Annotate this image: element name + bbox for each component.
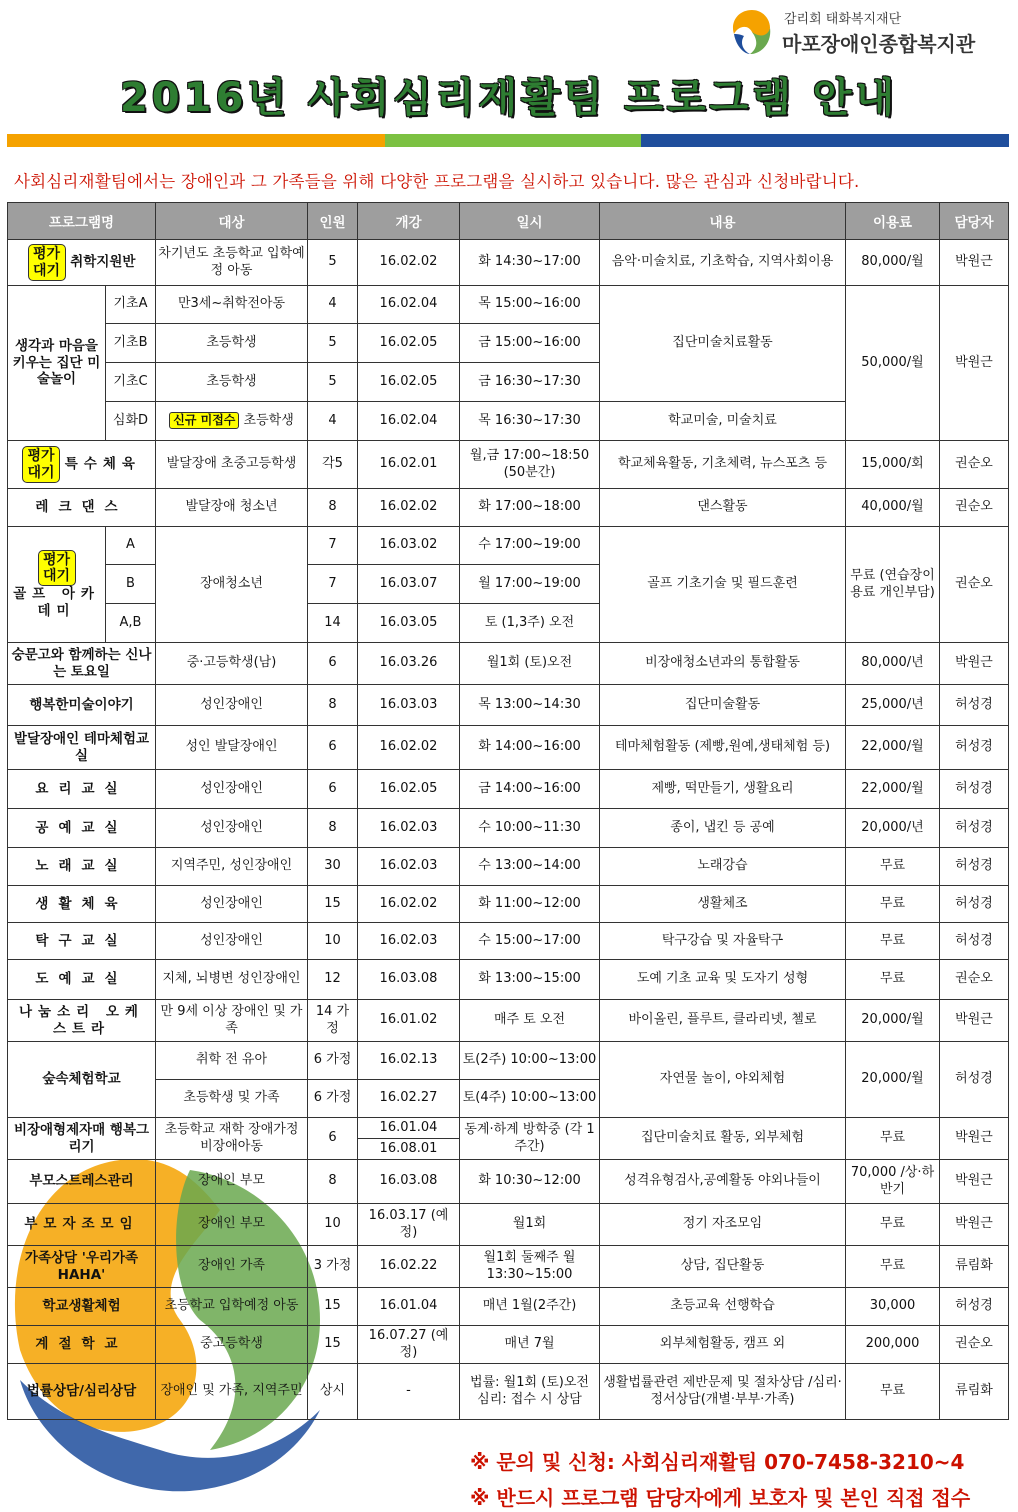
header-staff: 담당자 (940, 203, 1009, 240)
start-date: 16.03.03 (358, 685, 460, 726)
target: 성인장애인 (156, 886, 308, 923)
program-name: 발달장애인 테마체험교실 (8, 726, 156, 770)
header-start: 개강 (358, 203, 460, 240)
count: 6 가정 (308, 1042, 358, 1080)
start-date: 16.01.04 (358, 1288, 460, 1326)
target: 지체, 뇌병변 성인장애인 (156, 960, 308, 1000)
schedule: 법률: 월1회 (토)오전 심리: 접수 시 상담 (460, 1364, 600, 1420)
level: 기초C (106, 363, 156, 402)
count: 6 (308, 770, 358, 809)
level: A (106, 527, 156, 565)
target: 초등학생 및 가족 (156, 1080, 308, 1118)
fee: 15,000/회 (846, 441, 940, 489)
schedule: 월1회 둘째주 월 13:30~15:00 (460, 1246, 600, 1288)
schedule: 수 13:00~14:00 (460, 848, 600, 886)
foundation-logo-icon (728, 8, 776, 56)
fee: 25,000/년 (846, 685, 940, 726)
target: 장애인 부모 (156, 1204, 308, 1246)
target: 성인장애인 (156, 685, 308, 726)
target: 신규 미접수 초등학생 (156, 402, 308, 441)
page-title: 2016년 사회심리재활팀 프로그램 안내 (119, 75, 899, 121)
staff: 허성경 (940, 848, 1009, 886)
schedule: 매년 7월 (460, 1326, 600, 1364)
content: 비장애청소년과의 통합활동 (600, 643, 846, 685)
level: 심화D (106, 402, 156, 441)
count: 14 가정 (308, 1000, 358, 1042)
count: 8 (308, 1160, 358, 1204)
start-date: 16.03.07 (358, 565, 460, 604)
program-name: 비장애형제자매 행복그리기 (8, 1118, 156, 1160)
fee: 무료 (846, 923, 940, 960)
program-name: 나눔소리 오케스트라 (8, 1000, 156, 1042)
staff: 류림화 (940, 1246, 1009, 1288)
content: 성격유형검사,공예활동 야외나들이 (600, 1160, 846, 1204)
table-row (8, 1042, 1009, 1080)
fee: 무료 (846, 1364, 940, 1420)
start-date: 16.02.27 (358, 1080, 460, 1118)
schedule: 토 (1,3주) 오전 (460, 604, 600, 643)
schedule: 화 11:00~12:00 (460, 886, 600, 923)
program-name: 법률상담/심리상담 (8, 1364, 156, 1420)
schedule: 화 10:30~12:00 (460, 1160, 600, 1204)
logo (724, 6, 1014, 58)
schedule: 동계·하계 방학중 (각 1주간) (460, 1118, 600, 1160)
start-date: 16.08.01 (358, 1139, 460, 1160)
program-name: 평가대기 골프 아카데미 (8, 527, 106, 643)
start-date: 16.02.03 (358, 848, 460, 886)
color-bar-blue (641, 134, 1009, 147)
start-date: 16.02.02 (358, 726, 460, 770)
count: 4 (308, 286, 358, 324)
target: 성인장애인 (156, 923, 308, 960)
level: 기초A (106, 286, 156, 324)
program-name: 요리교실 (8, 770, 156, 809)
registration-note: ※ 반드시 프로그램 담당자에게 보호자 및 본인 직접 접수 (470, 1486, 971, 1510)
count: 15 (308, 1288, 358, 1326)
start-date: 16.02.05 (358, 363, 460, 402)
content: 노래강습 (600, 848, 846, 886)
fee: 무료 (846, 848, 940, 886)
table-row (8, 685, 1009, 726)
fee: 무료 (846, 886, 940, 923)
table-row (8, 1326, 1009, 1364)
fee: 무료 (846, 1118, 940, 1160)
start-date: 16.02.01 (358, 441, 460, 489)
content: 상담, 집단활동 (600, 1246, 846, 1288)
content: 자연물 놀이, 야외체험 (600, 1042, 846, 1118)
target: 장애인 부모 (156, 1160, 308, 1204)
table-row (8, 809, 1009, 848)
target: 성인장애인 (156, 809, 308, 848)
staff: 박원근 (940, 1160, 1009, 1204)
start-date: 16.03.02 (358, 527, 460, 565)
program-name: 학교생활체험 (8, 1288, 156, 1326)
content: 학교미술, 미술치료 (600, 402, 846, 441)
new-closed-badge: 신규 미접수 (169, 412, 239, 429)
staff: 허성경 (940, 770, 1009, 809)
start-date: 16.02.03 (358, 923, 460, 960)
logo-foundation-text: 감리회 태화복지재단 (784, 12, 902, 27)
schedule: 금 16:30~17:30 (460, 363, 600, 402)
target: 발달장애 청소년 (156, 489, 308, 527)
staff: 박원근 (940, 1000, 1009, 1042)
fee: 20,000/년 (846, 809, 940, 848)
table-row (8, 441, 1009, 489)
program-name: 탁구교실 (8, 923, 156, 960)
count: 6 가정 (308, 1080, 358, 1118)
count: 5 (308, 324, 358, 363)
target: 차기년도 초등학교 입학예정 아동 (156, 240, 308, 286)
staff: 허성경 (940, 685, 1009, 726)
start-date: 16.02.02 (358, 240, 460, 286)
staff: 권순오 (940, 960, 1009, 1000)
content: 탁구강습 및 자율탁구 (600, 923, 846, 960)
fee: 무료 (846, 1246, 940, 1288)
schedule: 매년 1월(2주간) (460, 1288, 600, 1326)
eval-waiting-badge: 평가대기 (38, 550, 76, 586)
contact-note: ※ 문의 및 신청: 사회심리재활팀 070-7458-3210~4 (470, 1450, 965, 1474)
table-row (8, 770, 1009, 809)
staff: 박원근 (940, 643, 1009, 685)
fee: 무료 (846, 1204, 940, 1246)
content: 음악·미술치료, 기초학습, 지역사회이용 (600, 240, 846, 286)
start-date: 16.03.08 (358, 1160, 460, 1204)
program-name: 도예교실 (8, 960, 156, 1000)
start-date: 16.01.04 (358, 1118, 460, 1139)
content: 테마체험활동 (제빵,원예,생태체험 등) (600, 726, 846, 770)
count: 각5 (308, 441, 358, 489)
schedule: 월,금 17:00~18:50 (50분간) (460, 441, 600, 489)
content: 도예 기초 교육 및 도자기 성형 (600, 960, 846, 1000)
content: 집단미술치료 활동, 외부체험 (600, 1118, 846, 1160)
table-header-row (8, 203, 1009, 240)
start-date: 16.02.02 (358, 489, 460, 527)
content: 집단미술활동 (600, 685, 846, 726)
fee: 20,000/월 (846, 1000, 940, 1042)
content: 댄스활동 (600, 489, 846, 527)
start-date: 16.02.04 (358, 402, 460, 441)
staff: 허성경 (940, 886, 1009, 923)
target: 초등학교 입학예정 아동 (156, 1288, 308, 1326)
count: 10 (308, 923, 358, 960)
count: 30 (308, 848, 358, 886)
start-date: 16.02.02 (358, 886, 460, 923)
start-date: - (358, 1364, 460, 1420)
header-fee: 이용료 (846, 203, 940, 240)
program-table (7, 202, 1009, 1420)
fee: 무료 (연습장이용료 개인부담) (846, 527, 940, 643)
program-name: 행복한미술이야기 (8, 685, 156, 726)
header-target: 대상 (156, 203, 308, 240)
program-name: 숲속체험학교 (8, 1042, 156, 1118)
start-date: 16.02.04 (358, 286, 460, 324)
table-row (8, 726, 1009, 770)
start-date: 16.02.05 (358, 770, 460, 809)
start-date: 16.02.22 (358, 1246, 460, 1288)
schedule: 월1회 (460, 1204, 600, 1246)
schedule: 목 15:00~16:00 (460, 286, 600, 324)
header-count: 인원 (308, 203, 358, 240)
schedule: 수 15:00~17:00 (460, 923, 600, 960)
level: A,B (106, 604, 156, 643)
count: 6 (308, 1118, 358, 1160)
target: 만3세~취학전아동 (156, 286, 308, 324)
target: 장애인 가족 (156, 1246, 308, 1288)
header-time: 일시 (460, 203, 600, 240)
schedule: 수 10:00~11:30 (460, 809, 600, 848)
color-bar-green (385, 134, 641, 147)
target: 초등학생 (156, 363, 308, 402)
content: 집단미술치료활동 (600, 286, 846, 402)
staff: 허성경 (940, 1288, 1009, 1326)
table-row (8, 886, 1009, 923)
start-date: 16.02.03 (358, 809, 460, 848)
schedule: 목 16:30~17:30 (460, 402, 600, 441)
target: 성인장애인 (156, 770, 308, 809)
table-row (8, 1000, 1009, 1042)
table-row (8, 923, 1009, 960)
count: 5 (308, 240, 358, 286)
target: 중·고등학생(남) (156, 643, 308, 685)
count: 8 (308, 489, 358, 527)
target: 만 9세 이상 장애인 및 가족 (156, 1000, 308, 1042)
table-row (8, 240, 1009, 286)
staff: 권순오 (940, 441, 1009, 489)
start-date: 16.03.08 (358, 960, 460, 1000)
start-date: 16.01.02 (358, 1000, 460, 1042)
fee: 22,000/월 (846, 770, 940, 809)
fee: 22,000/월 (846, 726, 940, 770)
count: 10 (308, 1204, 358, 1246)
content: 바이올린, 플루트, 클라리넷, 첼로 (600, 1000, 846, 1042)
count: 5 (308, 363, 358, 402)
schedule: 토(2주) 10:00~13:00 (460, 1042, 600, 1080)
program-name: 부모스트레스관리 (8, 1160, 156, 1204)
table-row (8, 960, 1009, 1000)
fee: 20,000/월 (846, 1042, 940, 1118)
table-row (8, 1288, 1009, 1326)
count: 7 (308, 565, 358, 604)
schedule: 금 15:00~16:00 (460, 324, 600, 363)
program-name: 평가대기 취학지원반 (8, 240, 156, 286)
target: 취학 전 유아 (156, 1042, 308, 1080)
table-row (8, 1204, 1009, 1246)
program-name: 노래교실 (8, 848, 156, 886)
count: 15 (308, 886, 358, 923)
start-date: 16.03.26 (358, 643, 460, 685)
count: 3 가정 (308, 1246, 358, 1288)
program-name: 레크댄스 (8, 489, 156, 527)
count: 8 (308, 809, 358, 848)
eval-waiting-badge: 평가대기 (28, 244, 66, 280)
table-row (8, 489, 1009, 527)
schedule: 매주 토 오전 (460, 1000, 600, 1042)
schedule: 화 13:00~15:00 (460, 960, 600, 1000)
schedule: 화 14:00~16:00 (460, 726, 600, 770)
table-row (8, 286, 1009, 324)
count: 14 (308, 604, 358, 643)
table-row (8, 848, 1009, 886)
count: 상시 (308, 1364, 358, 1420)
target: 장애청소년 (156, 527, 308, 643)
table-row (8, 527, 1009, 565)
content: 생활법률관련 제반문제 및 절차상담 /심리·정서상담(개별·부부·가족) (600, 1364, 846, 1420)
schedule: 목 13:00~14:30 (460, 685, 600, 726)
count: 12 (308, 960, 358, 1000)
table-row (8, 643, 1009, 685)
start-date: 16.02.05 (358, 324, 460, 363)
fee: 30,000 (846, 1288, 940, 1326)
header-content: 내용 (600, 203, 846, 240)
fee: 80,000/월 (846, 240, 940, 286)
staff: 허성경 (940, 809, 1009, 848)
program-name: 평가대기 특수체육 (8, 441, 156, 489)
fee: 80,000/년 (846, 643, 940, 685)
count: 4 (308, 402, 358, 441)
table-row (8, 1160, 1009, 1204)
level: 기초B (106, 324, 156, 363)
fee: 50,000/월 (846, 286, 940, 441)
schedule: 금 14:00~16:00 (460, 770, 600, 809)
count: 6 (308, 643, 358, 685)
content: 학교체육활동, 기초체력, 뉴스포츠 등 (600, 441, 846, 489)
count: 15 (308, 1326, 358, 1364)
count: 7 (308, 527, 358, 565)
schedule: 월1회 (토)오전 (460, 643, 600, 685)
content: 초등교육 선행학습 (600, 1288, 846, 1326)
content: 제빵, 떡만들기, 생활요리 (600, 770, 846, 809)
content: 골프 기초기술 및 필드훈련 (600, 527, 846, 643)
logo-center-name: 마포장애인종합복지관 (782, 32, 976, 56)
staff: 박원근 (940, 286, 1009, 441)
program-name: 가족상담 '우리가족HAHA' (8, 1246, 156, 1288)
count: 6 (308, 726, 358, 770)
staff: 박원근 (940, 1204, 1009, 1246)
staff: 허성경 (940, 1042, 1009, 1118)
target: 지역주민, 성인장애인 (156, 848, 308, 886)
content: 종이, 냅킨 등 공예 (600, 809, 846, 848)
target: 중고등학생 (156, 1326, 308, 1364)
target: 성인 발달장애인 (156, 726, 308, 770)
staff: 권순오 (940, 527, 1009, 643)
program-name: 숭문고와 함께하는 신나는 토요일 (8, 643, 156, 685)
program-name: 생활체육 (8, 886, 156, 923)
content: 외부체험활동, 캠프 외 (600, 1326, 846, 1364)
fee: 70,000 /상·하반기 (846, 1160, 940, 1204)
schedule: 월 17:00~19:00 (460, 565, 600, 604)
staff: 박원근 (940, 240, 1009, 286)
staff: 허성경 (940, 923, 1009, 960)
program-name: 공예교실 (8, 809, 156, 848)
program-name: 부모자조모임 (8, 1204, 156, 1246)
target: 초등학교 재학 장애가정 비장애아동 (156, 1118, 308, 1160)
target: 장애인 및 가족, 지역주민 (156, 1364, 308, 1420)
eval-waiting-badge: 평가대기 (22, 446, 60, 482)
start-date: 16.07.27 (예정) (358, 1326, 460, 1364)
staff: 허성경 (940, 726, 1009, 770)
staff: 권순오 (940, 489, 1009, 527)
target: 초등학생 (156, 324, 308, 363)
staff: 박원근 (940, 1118, 1009, 1160)
count: 8 (308, 685, 358, 726)
content: 생활체조 (600, 886, 846, 923)
level: B (106, 565, 156, 604)
fee: 200,000 (846, 1326, 940, 1364)
color-bar-orange (7, 134, 385, 147)
fee: 무료 (846, 960, 940, 1000)
table-row (8, 1364, 1009, 1420)
table-row (8, 1246, 1009, 1288)
intro-text: 사회심리재활팀에서는 장애인과 그 가족들을 위해 다양한 프로그램을 실시하고 있습니다. 많은 관심과 신청바랍니다. (14, 172, 860, 191)
target: 발달장애 초중고등학생 (156, 441, 308, 489)
start-date: 16.03.17 (예정) (358, 1204, 460, 1246)
fee: 40,000/월 (846, 489, 940, 527)
schedule: 토(4주) 10:00~13:00 (460, 1080, 600, 1118)
header-program: 프로그램명 (8, 203, 156, 240)
content: 정기 자조모임 (600, 1204, 846, 1246)
staff: 류림화 (940, 1364, 1009, 1420)
schedule: 화 17:00~18:00 (460, 489, 600, 527)
program-name: 계절학교 (8, 1326, 156, 1364)
program-name: 생각과 마음을 키우는 집단 미술놀이 (8, 286, 106, 441)
schedule: 화 14:30~17:00 (460, 240, 600, 286)
staff: 권순오 (940, 1326, 1009, 1364)
schedule: 수 17:00~19:00 (460, 527, 600, 565)
start-date: 16.03.05 (358, 604, 460, 643)
table-row (8, 1118, 1009, 1139)
start-date: 16.02.13 (358, 1042, 460, 1080)
